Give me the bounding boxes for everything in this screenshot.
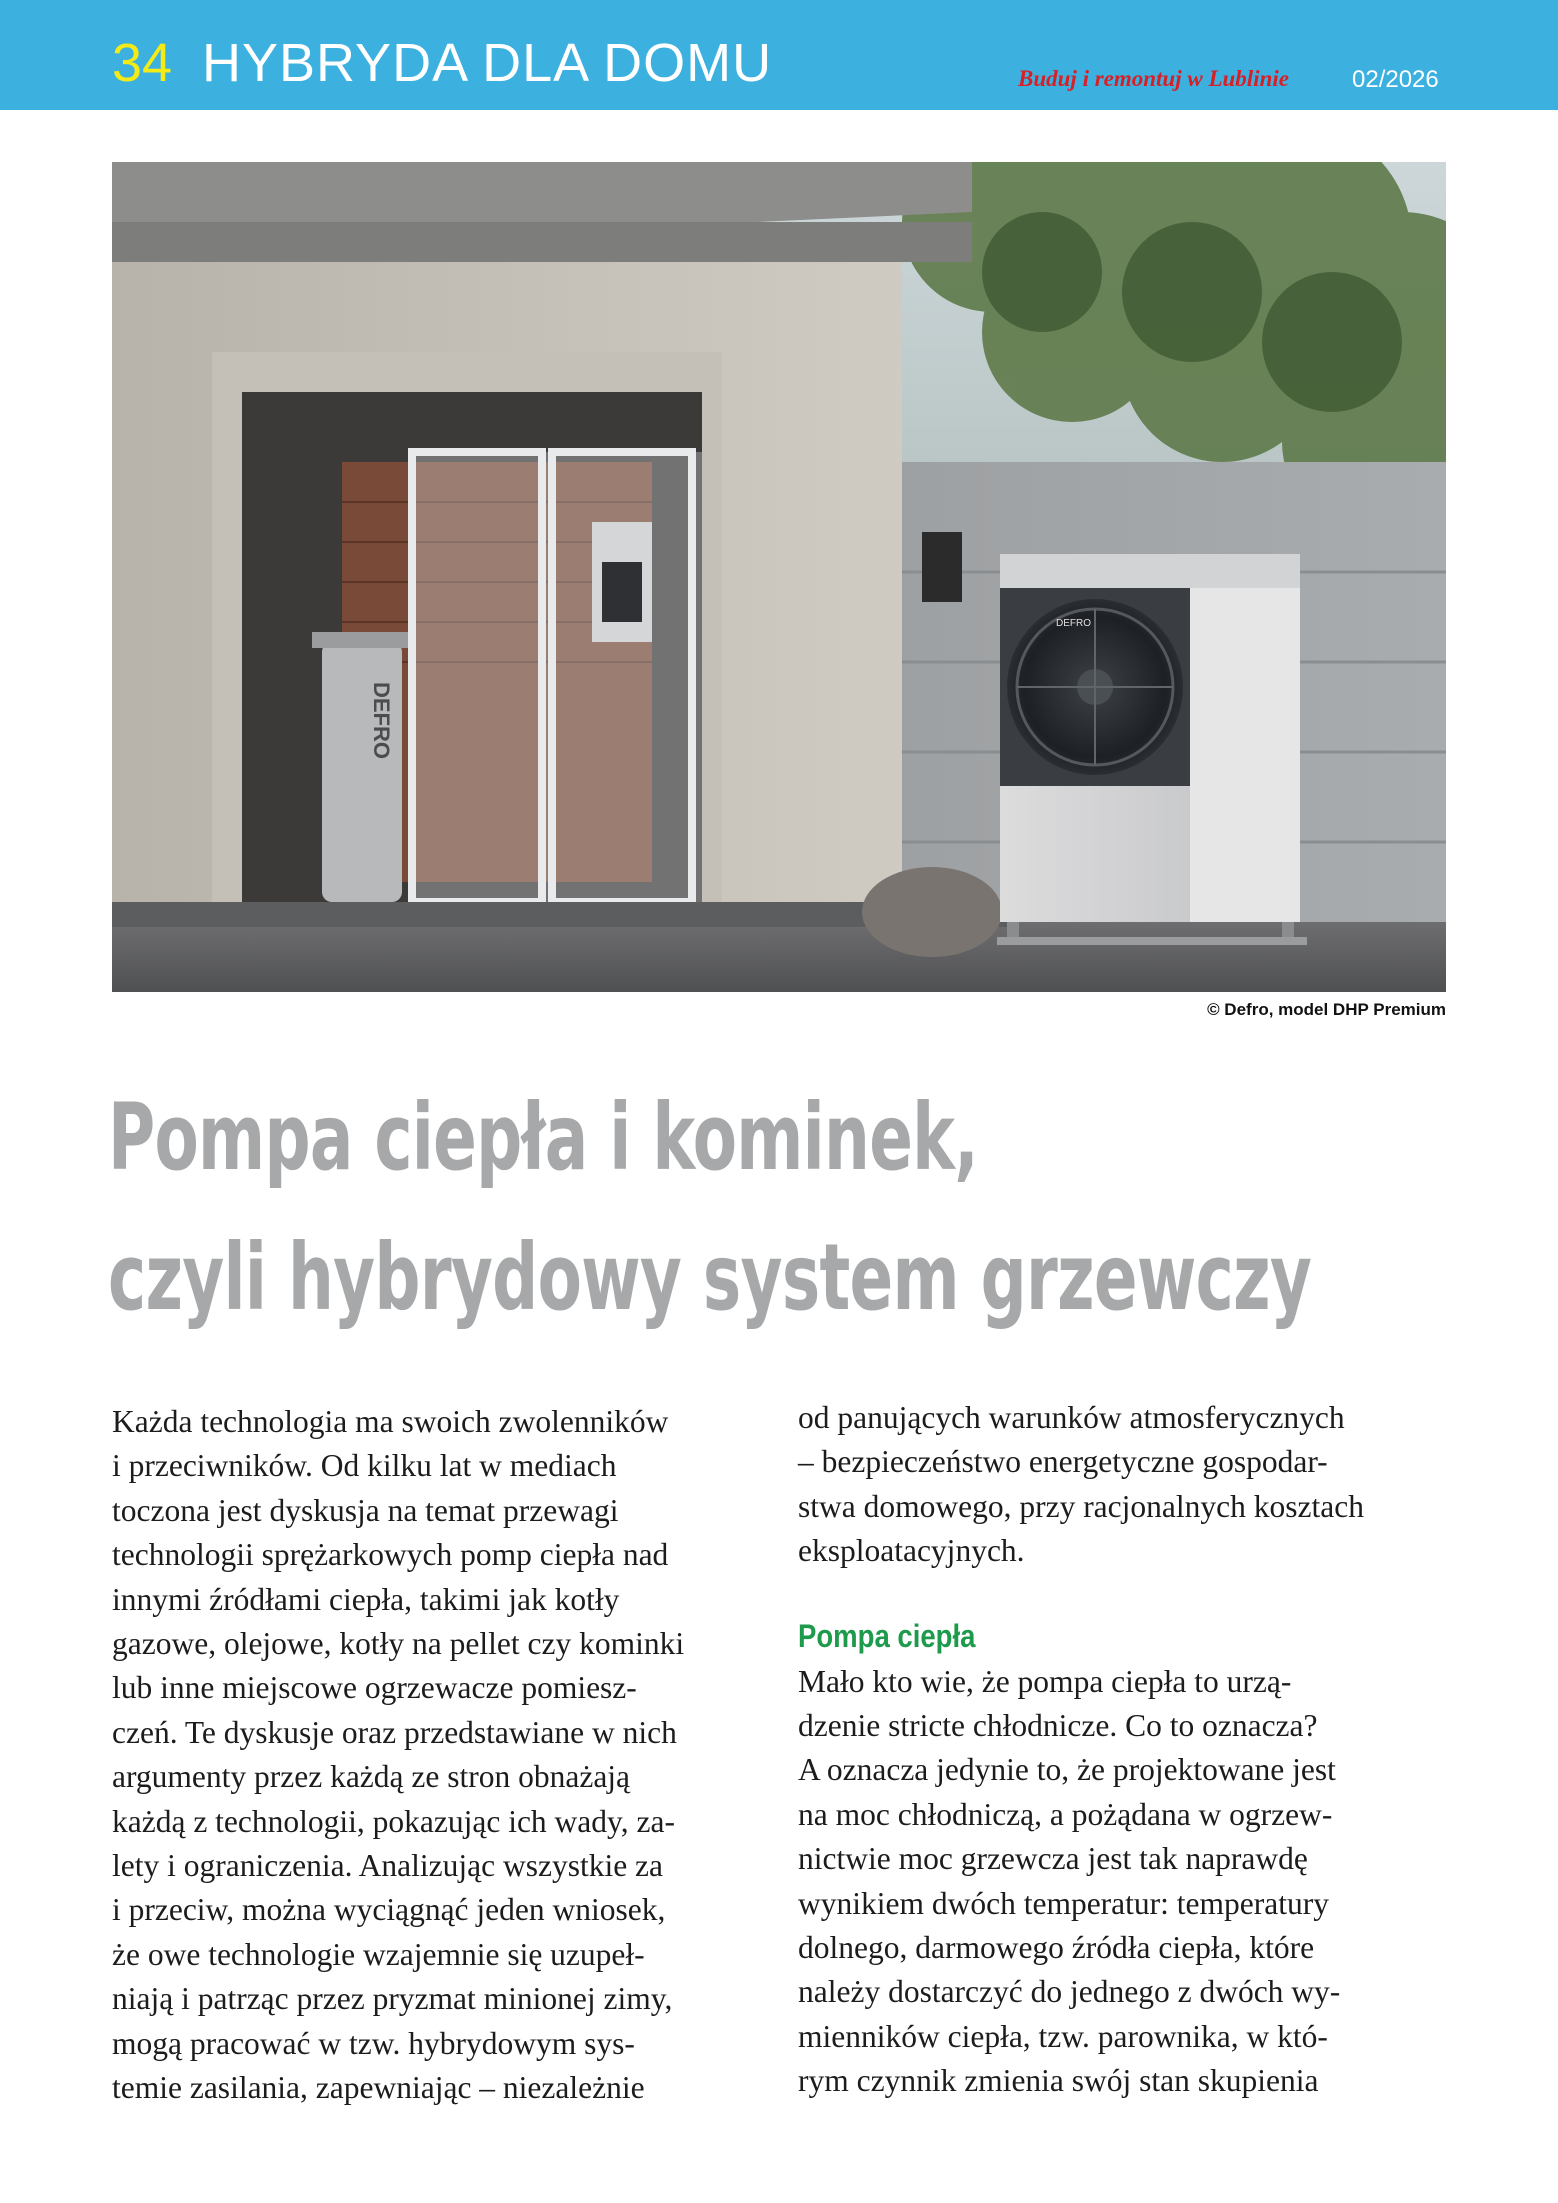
right-body-line-5: nictwie moc grzewcza jest tak naprawdę xyxy=(798,1841,1308,1877)
right-intro-line-1: od panujących warunków atmosferycznych xyxy=(798,1400,1345,1435)
left-line-10: każdą z technologii, pokazując ich wady, za- xyxy=(112,1803,675,1839)
left-line-12: i przeciw, można wyciągnąć jeden wniosek, xyxy=(112,1892,666,1928)
page-number: 34 xyxy=(112,33,173,93)
left-column xyxy=(112,1400,762,2111)
left-line-11: lety i ograniczenia. Analizując wszystkie za xyxy=(112,1848,664,1884)
right-body-line-3: A oznacza jedynie to, że projektowane jest xyxy=(798,1752,1336,1788)
left-line-7: lub inne miejscowe ogrzewacze pomiesz- xyxy=(112,1670,637,1706)
right-body-line-10: rym czynnik zmienia swój stan skupienia xyxy=(798,2063,1319,2099)
section-subheading: Pompa ciepła xyxy=(798,1617,976,1654)
left-line-6: gazowe, olejowe, kotły na pellet czy kominki xyxy=(112,1626,685,1662)
right-body-line-8: należy dostarczyć do jednego z dwóch wy- xyxy=(798,1974,1341,2010)
left-line-13: że owe technologie wzajemnie się uzupeł- xyxy=(112,1936,645,1972)
right-body-line-4: na moc chłodniczą, a pożądana w ogrzew- xyxy=(798,1796,1333,1832)
header-bar xyxy=(0,0,1558,110)
unit-brand-label: DEFRO xyxy=(1056,618,1091,629)
issue-date: 02/2026 xyxy=(1352,66,1439,93)
right-column xyxy=(798,1396,1458,2104)
right-body-line-1: Mało kto wie, że pompa ciepła to urzą- xyxy=(798,1663,1292,1699)
article-photo xyxy=(112,162,1446,992)
right-body-line-6: wynikiem dwóch temperatur: temperatury xyxy=(798,1885,1329,1921)
article-headline xyxy=(108,1068,1312,1348)
section-title: HYBRYDA DLA DOMU xyxy=(202,33,773,93)
right-body-line-9: mienników ciepła, tzw. parownika, w któ- xyxy=(798,2018,1328,2054)
left-line-16: temie zasilania, zapewniając – niezależnie xyxy=(112,2070,645,2106)
right-intro-line-4: eksploatacyjnych. xyxy=(798,1533,1025,1569)
photo-credit: © Defro, model DHP Premium xyxy=(1207,1000,1446,1019)
left-line-9: argumenty przez każdą ze stron obnażają xyxy=(112,1759,631,1795)
right-intro-line-2: – bezpieczeństwo energetyczne gospodar- xyxy=(798,1444,1328,1480)
headline-line-1: Pompa ciepła i kominek, xyxy=(108,1084,979,1191)
left-line-4: technologii sprężarkowych pomp ciepła nad xyxy=(112,1537,669,1573)
boiler-brand-label: DEFRO xyxy=(369,682,394,759)
headline-line-2: czyli hybrydowy system grzewczy xyxy=(108,1224,1312,1331)
publication-logo: Buduj i remontuj w Lublinie xyxy=(1018,66,1289,91)
left-line-14: niają i patrząc przez pryzmat minionej zimy, xyxy=(112,1981,673,2017)
left-line-1: Każda technologia ma swoich zwolenników xyxy=(112,1404,669,1439)
right-intro-line-3: stwa domowego, przy racjonalnych kosztach xyxy=(798,1488,1364,1524)
left-line-3: toczona jest dyskusja na temat przewagi xyxy=(112,1492,619,1528)
left-line-15: mogą pracować w tzw. hybrydowym sys- xyxy=(112,2025,635,2061)
left-line-8: czeń. Te dyskusje oraz przedstawiane w nich xyxy=(112,1714,677,1750)
right-body-line-2: dzenie stricte chłodnicze. Co to oznacza? xyxy=(798,1708,1318,1744)
left-line-2: i przeciwników. Od kilku lat w mediach xyxy=(112,1448,617,1484)
right-body-line-7: dolnego, darmowego źródła ciepła, które xyxy=(798,1930,1315,1966)
left-line-5: innymi źródłami ciepła, takimi jak kotły xyxy=(112,1581,620,1617)
